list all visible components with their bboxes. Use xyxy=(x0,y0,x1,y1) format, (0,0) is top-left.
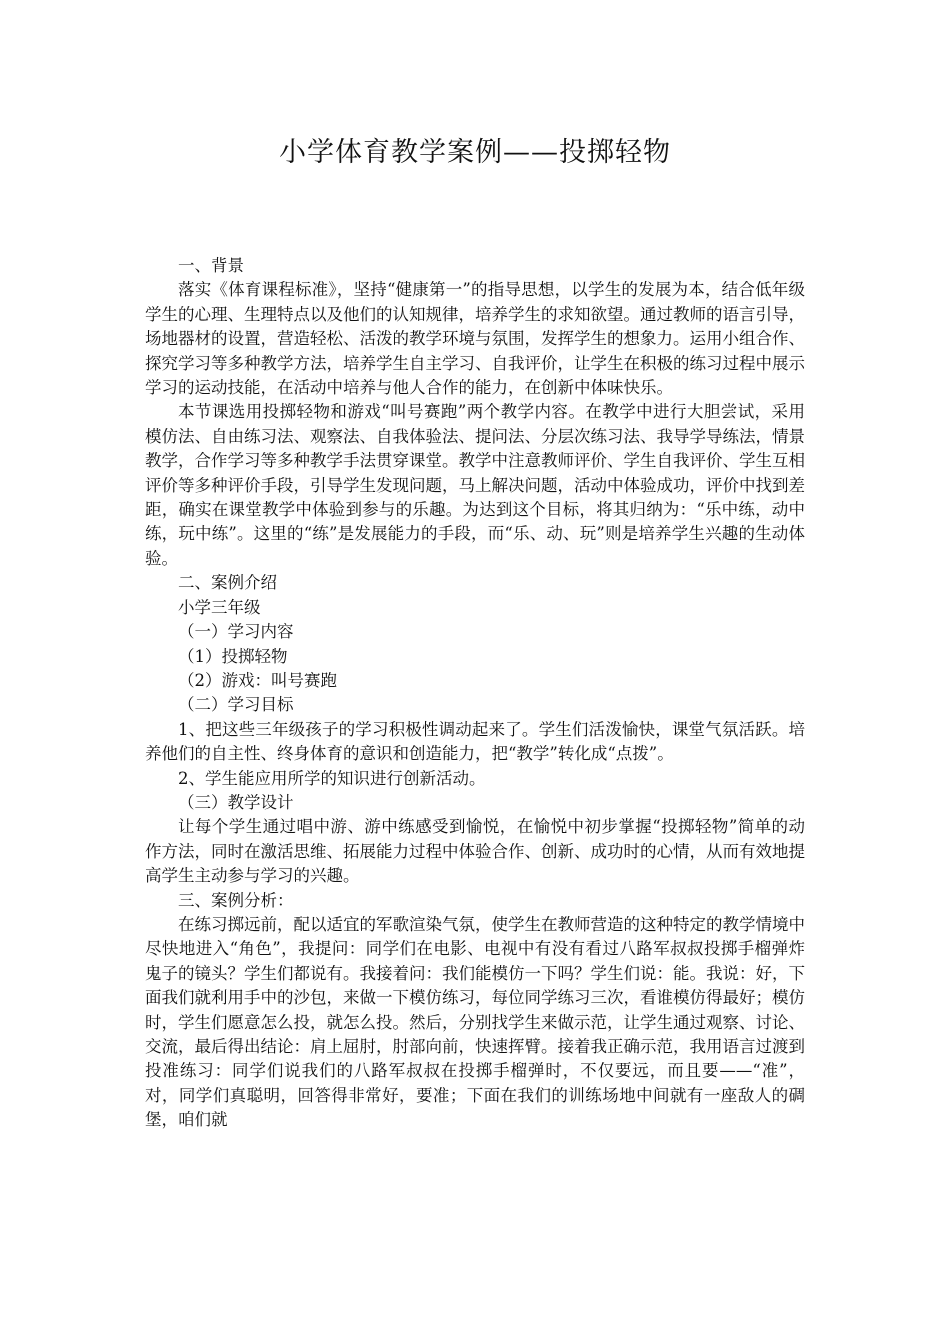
grade-label: 小学三年级 xyxy=(178,597,261,617)
list-item: 1、把这些三年级孩子的学习积极性调动起来了。学生们活泼愉快，课堂气氛活跃。培养他们的自主性、终身体育的意识和创造能力，把“教学”转化成“点拨”。 xyxy=(145,719,805,764)
list-item: （1）投掷轻物 xyxy=(178,646,288,666)
section-heading-background: 一、背景 xyxy=(178,256,244,275)
section-heading-case-analysis: 三、案例分析： xyxy=(178,890,294,910)
paragraph: 在练习掷远前，配以适宜的军歌渲染气氛，使学生在教师营造的这种特定的教学情境中尽快地进入“角色”，我提问：同学们在电影、电视中有没有看过八路军叔叔投掷手榴弹炸鬼子的镜头？学生们都说有。我接着问：我们能模仿一下吗？学生们说：能。我说：好，下面我们就利用手中的沙包，来做一下模仿练习，每位同学练习三次，看谁模仿得最好；模仿时，学生们愿意怎么投，就怎么投。然后，分别找学生来做示范，让学生通过观察、讨论、交流，最后得出结论：肩上屈肘，肘部向前，快速挥臂。接着我正确示范，我用语言过渡到投准练习：同学们说我们的八路军叔叔在投掷手榴弹时，不仅要远，而且要——“准”，对，同学们真聪明，回答得非常好，要准；下面在我们的训练场地中间就有一座敌人的碉堡，咱们就 xyxy=(145,914,805,1130)
subheading-learning-goals: （二）学习目标 xyxy=(178,695,294,715)
paragraph: 本节课选用投掷轻物和游戏“叫号赛跑”两个教学内容。在教学中进行大胆尝试，采用模仿法、自由练习法、观察法、自我体验法、提问法、分层次练习法、我导学导练法，情景教学，合作学习等多种教学手法贯穿课堂。教学中注意教师评价、学生自我评价、学生互相评价等多种评价手段，引导学生发现问题，马上解决问题，活动中体验成功，评价中找到差距，确实在课堂教学中体验到参与的乐趣。为达到这个目标，将其归纳为：“乐中练，动中练，玩中练”。这里的“练”是发展能力的手段，而“乐、动、玩”则是培养学生兴趣的生动体验。 xyxy=(145,402,805,568)
section-heading-case-intro: 二、案例介绍 xyxy=(178,573,277,593)
subheading-teaching-design: （三）教学设计 xyxy=(178,792,294,812)
paragraph: 落实《体育课程标准》，坚持“健康第一”的指导思想，以学生的发展为本，结合低年级学生的心理、生理特点以及他们的认知规律，培养学生的求知欲望。通过教师的语言引导，场地器材的设置，营造轻松、活泼的教学环境与氛围，发挥学生的想象力。运用小组合作、探究学习等多种教学方法，培养学生自主学习、自我评价，让学生在积极的练习过程中展示学习的运动技能，在活动中培养与他人合作的能力，在创新中体味快乐。 xyxy=(145,280,805,398)
subheading-learning-content: （一）学习内容 xyxy=(178,622,294,642)
document-body xyxy=(145,254,805,1133)
page-title: 小学体育教学案例——投掷轻物 xyxy=(279,137,671,168)
paragraph: 让每个学生通过唱中游、游中练感受到愉悦，在愉悦中初步掌握“投掷轻物”简单的动作方法，同时在激活思维、拓展能力过程中体验合作、创新、成功时的心情，从而有效地提高学生主动参与学习的兴趣。 xyxy=(145,817,805,886)
list-item: 2、学生能应用所学的知识进行创新活动。 xyxy=(178,768,486,788)
list-item: （2）游戏：叫号赛跑 xyxy=(178,670,337,690)
